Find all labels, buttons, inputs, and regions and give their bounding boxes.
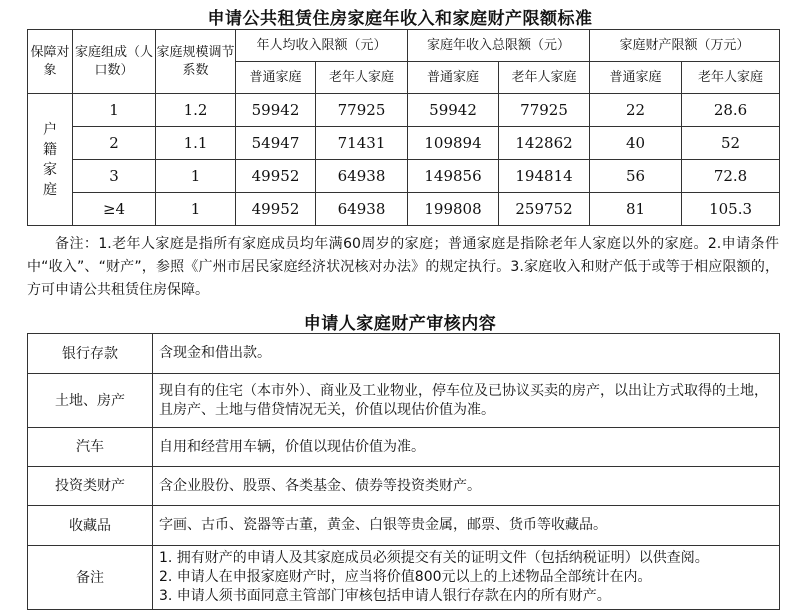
income-limit-title: 申请公共租赁住房家庭年收入和家庭财产限额标准	[207, 9, 593, 29]
total-elderly: 259752	[499, 193, 590, 226]
per-capita-ordinary: 59942	[236, 94, 316, 127]
table-row	[28, 546, 780, 610]
total-ordinary: 109894	[408, 127, 499, 160]
table-row	[28, 334, 780, 374]
header-adjust-coef: 家庭规模调节系数	[156, 30, 236, 94]
adjust-coef: 1	[156, 193, 236, 226]
per-capita-ordinary: 54947	[236, 127, 316, 160]
subheader-elderly: 老年人家庭	[316, 62, 408, 94]
per-capita-elderly: 77925	[316, 94, 408, 127]
per-capita-elderly: 71431	[316, 127, 408, 160]
total-ordinary: 59942	[408, 94, 499, 127]
per-capita-ordinary: 49952	[236, 160, 316, 193]
table-row	[28, 506, 780, 546]
group-label-cell	[28, 94, 73, 226]
asset-category: 收藏品	[28, 506, 153, 546]
household-size: 3	[73, 160, 156, 193]
income-limit-table	[27, 29, 780, 226]
asset-description: 含企业股份、股票、各类基金、债券等投资类财产。	[153, 467, 780, 506]
household-size: 1	[73, 94, 156, 127]
income-limit-note: 备注：1.老年人家庭是指所有家庭成员均年满60周岁的家庭；普通家庭是指除老年人家庭以外的家庭。2.申请条件中“收入”、“财产”，参照《广州市居民家庭经济状况核对办法》的规定执行。3.家庭收入和财产低于或等于相应限额的，方可申请公共租赁住房保障。	[27, 236, 779, 298]
asset-description: 字画、古币、瓷器等古董，黄金、白银等贵金属，邮票、货币等收藏品。	[153, 506, 780, 546]
subheader-ordinary: 普通家庭	[236, 62, 316, 94]
header-subject: 保障对象	[28, 30, 73, 94]
group-label: 户籍家庭	[43, 121, 57, 198]
subheader-ordinary: 普通家庭	[590, 62, 682, 94]
asset-category: 土地、房产	[28, 374, 153, 428]
assets-elderly: 105.3	[682, 193, 780, 226]
remark-item: 2. 申请人在申报家庭财产时，应当将价值800元以上的上述物品全部统计在内。	[159, 569, 652, 585]
header-assets: 家庭财产限额（万元）	[590, 30, 780, 62]
assets-ordinary: 81	[590, 193, 682, 226]
subheader-elderly: 老年人家庭	[499, 62, 590, 94]
header-per-capita-income: 年人均收入限额（元）	[236, 30, 408, 62]
per-capita-elderly: 64938	[316, 193, 408, 226]
table-row	[28, 94, 780, 127]
adjust-coef: 1	[156, 160, 236, 193]
total-elderly: 142862	[499, 127, 590, 160]
total-elderly: 77925	[499, 94, 590, 127]
assets-elderly: 72.8	[682, 160, 780, 193]
remarks-label: 备注	[28, 546, 153, 610]
asset-description: 含现金和借出款。	[153, 334, 780, 374]
table-row	[28, 467, 780, 506]
asset-category: 银行存款	[28, 334, 153, 374]
remark-item: 1. 拥有财产的申请人及其家庭成员必须提交有关的证明文件（包括纳税证明）以供查阅。	[159, 550, 709, 566]
asset-category: 投资类财产	[28, 467, 153, 506]
total-elderly: 194814	[499, 160, 590, 193]
household-size: 2	[73, 127, 156, 160]
remark-item: 3. 申请人须书面同意主管部门审核包括申请人银行存款在内的所有财产。	[159, 588, 611, 604]
subheader-ordinary: 普通家庭	[408, 62, 499, 94]
table-row	[28, 428, 780, 467]
asset-description: 现自有的住宅（本市外）、商业及工业物业，停车位及已协议买卖的房产，以出让方式取得的土地，且房产、土地与借贷情况无关，价值以现估价值为准。	[153, 374, 780, 428]
header-household-size: 家庭组成（人口数）	[73, 30, 156, 94]
table-row	[28, 127, 780, 160]
table-row	[28, 193, 780, 226]
asset-review-table	[27, 333, 780, 610]
remarks-cell	[153, 546, 780, 610]
household-size: ≥4	[73, 193, 156, 226]
adjust-coef: 1.2	[156, 94, 236, 127]
assets-ordinary: 56	[590, 160, 682, 193]
assets-elderly: 28.6	[682, 94, 780, 127]
header-total-income: 家庭年收入总限额（元）	[408, 30, 590, 62]
asset-category: 汽车	[28, 428, 153, 467]
total-ordinary: 199808	[408, 193, 499, 226]
assets-ordinary: 22	[590, 94, 682, 127]
adjust-coef: 1.1	[156, 127, 236, 160]
assets-elderly: 52	[682, 127, 780, 160]
total-ordinary: 149856	[408, 160, 499, 193]
per-capita-ordinary: 49952	[236, 193, 316, 226]
per-capita-elderly: 64938	[316, 160, 408, 193]
table-row	[28, 374, 780, 428]
assets-ordinary: 40	[590, 127, 682, 160]
asset-review-title: 申请人家庭财产审核内容	[303, 314, 497, 334]
subheader-elderly: 老年人家庭	[682, 62, 780, 94]
asset-description: 自用和经营用车辆，价值以现估价值为准。	[153, 428, 780, 467]
table-row	[28, 160, 780, 193]
